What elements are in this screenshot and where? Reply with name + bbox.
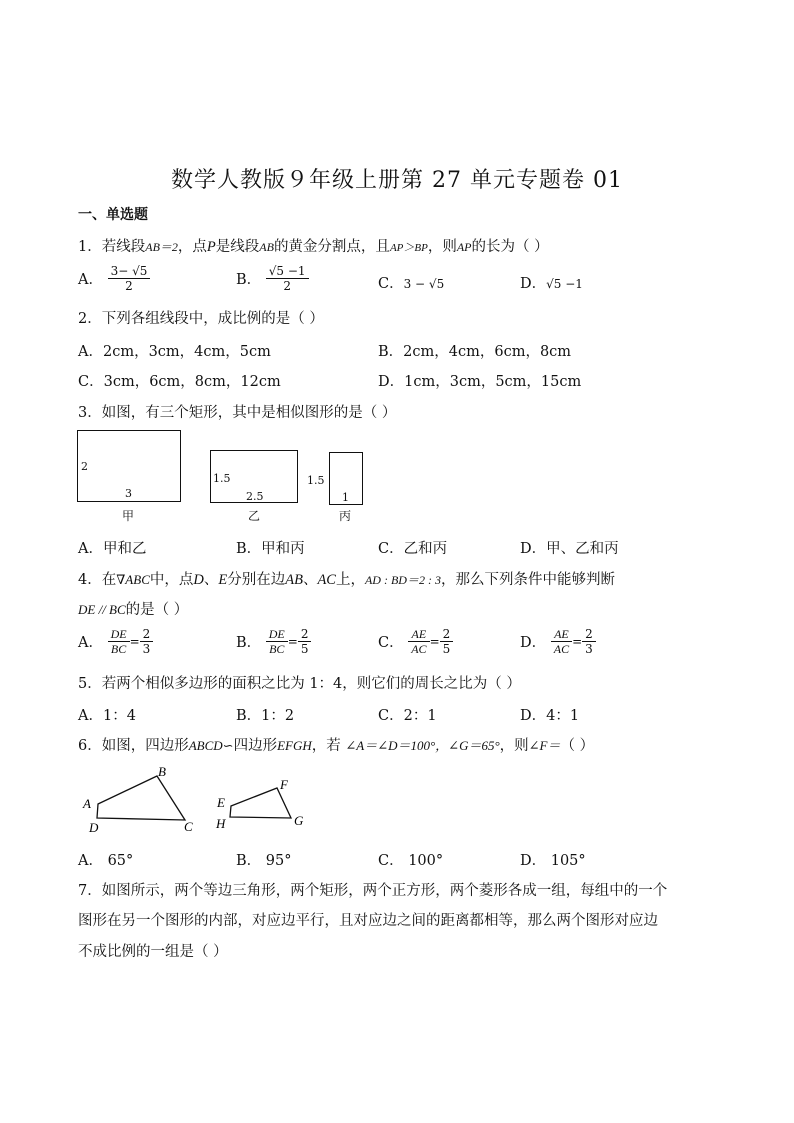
question-7-line1: 7．如图所示，两个等边三角形，两个矩形，两个正方形，两个菱形各成一组，每组中的一个 — [78, 883, 668, 899]
q4-text: 的是（ ） — [125, 602, 189, 618]
fraction-denominator: 5 — [442, 642, 451, 656]
q2-option-d[interactable]: D．1cm，3cm，5cm，15cm — [378, 374, 582, 390]
q1-math: AB — [259, 240, 274, 254]
option-label: C． — [378, 635, 404, 651]
fraction-numerator: DE — [108, 627, 130, 642]
question-4-stem-line1 — [78, 568, 615, 589]
quadrilateral-abcd — [97, 776, 185, 820]
q4-math: D — [193, 572, 204, 588]
q4-text: 分别在边 — [227, 572, 286, 588]
fraction-denominator: BC — [269, 642, 285, 656]
fraction-numerator: 2 — [440, 627, 454, 642]
fraction-denominator: 2 — [283, 279, 291, 293]
rectangle-jia-side-label: 2 — [81, 460, 88, 473]
rectangle-bing-bottom-label: 1 — [342, 491, 349, 504]
q1-math: AP＞BP — [389, 242, 428, 254]
equals-sign: = — [572, 634, 583, 649]
question-4-stem-line2 — [78, 598, 188, 619]
option-label: D． — [520, 635, 547, 651]
q4-math: E — [218, 572, 228, 588]
q4-math: AB — [285, 572, 303, 588]
fraction-numerator: √5 −1 — [266, 264, 309, 279]
fraction-denominator: 3 — [142, 642, 151, 656]
option-label: C． — [378, 276, 404, 292]
q6-text: 四边形 — [233, 738, 278, 754]
q1-option-b[interactable] — [236, 264, 309, 293]
q6-option-c[interactable]: C． 100° — [378, 853, 444, 869]
option-label: A． — [78, 272, 103, 288]
q4-text: ，那么下列条件中能够判断 — [440, 572, 615, 588]
page-title: 数学人教版９年级上册第 27 单元专题卷 01 — [171, 168, 623, 193]
q2-option-a[interactable]: A．2cm，3cm，4cm，5cm — [78, 344, 271, 360]
equals-sign: = — [429, 634, 440, 649]
q3-option-b[interactable]: B．甲和丙 — [236, 541, 305, 557]
option-label: D． — [520, 276, 547, 292]
equals-sign: = — [287, 634, 298, 649]
q4-option-c[interactable] — [378, 627, 453, 656]
q1-text: 的黄金分割点，且 — [273, 239, 390, 255]
vertex-g-label: G — [294, 813, 304, 828]
option-label: B． — [236, 635, 262, 651]
fraction-denominator: 2 — [125, 279, 133, 293]
q4-text: 上， — [335, 572, 365, 588]
rectangle-bing-side-label: 1.5 — [307, 474, 325, 487]
q6-option-b[interactable]: B． 95° — [236, 853, 292, 869]
q3-option-c[interactable]: C．乙和丙 — [378, 541, 448, 557]
fraction — [108, 264, 151, 293]
rectangle-yi-bottom-label: 2.5 — [246, 490, 264, 503]
q4-text: 、 — [203, 572, 219, 588]
option-text: √5 −1 — [546, 277, 583, 291]
question-5-stem: 5．若两个相似多边形的面积之比为 1：4，则它们的周长之比为（ ） — [78, 676, 521, 692]
quadrilateral-figure — [70, 760, 330, 840]
q4-text: 中，点 — [149, 572, 194, 588]
rectangle-yi-side-label: 1.5 — [213, 472, 231, 485]
fraction-denominator: AC — [553, 642, 570, 656]
fraction-denominator: 5 — [300, 642, 309, 656]
equals-sign: = — [129, 634, 140, 649]
q6-math: EFGH — [277, 738, 312, 753]
q4-math: ∇ABC — [116, 572, 150, 587]
fraction-numerator: AE — [408, 627, 429, 642]
q4-text: 4．在 — [78, 572, 117, 588]
q1-text: ，点 — [177, 239, 207, 255]
q1-option-a[interactable] — [78, 264, 150, 293]
rectangle-yi-caption: 乙 — [248, 509, 261, 523]
quadrilateral-efgh — [230, 788, 291, 818]
fraction-numerator: 3− √5 — [108, 264, 151, 279]
q1-option-c[interactable] — [378, 272, 444, 293]
fraction — [266, 627, 288, 656]
fraction — [266, 264, 309, 293]
q2-option-c[interactable]: C．3cm，6cm，8cm，12cm — [78, 374, 281, 390]
q6-text: （ ） — [560, 738, 595, 754]
q4-math: AD : BD＝2 : 3 — [364, 573, 441, 587]
fraction — [408, 627, 429, 656]
q3-option-a[interactable]: A．甲和乙 — [78, 541, 147, 557]
option-text: 3 − √5 — [403, 277, 445, 291]
q1-math: AB＝2 — [145, 240, 178, 254]
fraction — [551, 627, 572, 656]
q1-text: 1．若线段 — [78, 239, 146, 255]
vertex-h-label: H — [216, 816, 226, 831]
q6-math: ABCD∽ — [188, 738, 234, 753]
q5-option-d[interactable]: D．4：1 — [520, 708, 580, 724]
q5-option-a[interactable]: A．1：4 — [78, 708, 136, 724]
q1-option-d[interactable] — [520, 272, 583, 293]
q2-option-b[interactable]: B．2cm，4cm，6cm，8cm — [378, 344, 572, 360]
option-label: A． — [78, 635, 103, 651]
fraction-denominator: BC — [110, 642, 127, 656]
question-7-line2: 图形在另一个图形的内部，对应边平行，且对应边之间的距离都相等，那么两个图形对应边 — [78, 913, 658, 929]
fraction — [582, 627, 596, 656]
question-7-line3: 不成比例的一组是（ ） — [78, 944, 228, 960]
fraction-numerator: 2 — [140, 627, 154, 642]
option-label: B． — [236, 272, 262, 288]
q3-option-d[interactable]: D．甲、乙和丙 — [520, 541, 619, 557]
q6-math: ∠A＝∠D＝100°，∠G＝65° — [345, 738, 500, 753]
q4-option-a[interactable] — [78, 627, 153, 656]
q4-option-d[interactable] — [520, 627, 596, 656]
q6-option-d[interactable]: D． 105° — [520, 853, 586, 869]
fraction-denominator: AC — [411, 642, 427, 656]
question-3-stem: 3．如图，有三个矩形，其中是相似图形的是（ ） — [78, 405, 397, 421]
rectangle-jia-bottom-label: 3 — [125, 487, 132, 500]
vertex-d-label: D — [89, 820, 99, 835]
rectangle-jia-caption: 甲 — [122, 509, 135, 523]
q4-math: DE // BC — [78, 602, 126, 617]
q1-text: 的长为（ ） — [471, 239, 549, 255]
q4-math: AC — [317, 572, 336, 588]
fraction-numerator: AE — [551, 627, 572, 642]
q1-math: AP — [456, 240, 472, 254]
fraction-numerator: 2 — [582, 627, 596, 642]
q6-math: ∠F＝ — [528, 738, 561, 753]
vertex-b-label: B — [158, 764, 166, 779]
fraction-denominator: 3 — [585, 642, 593, 656]
question-6-stem — [78, 734, 594, 755]
q5-option-b[interactable]: B．1：2 — [236, 708, 295, 724]
vertex-c-label: C — [184, 819, 193, 834]
fraction-numerator: DE — [266, 627, 288, 642]
question-1-stem — [78, 235, 549, 256]
fraction — [140, 627, 154, 656]
q6-text: ，若 — [311, 738, 346, 754]
q5-option-c[interactable]: C．2：1 — [378, 708, 437, 724]
fraction-numerator: 2 — [298, 627, 312, 642]
vertex-f-label: F — [280, 777, 288, 792]
q1-text: ，则 — [427, 239, 457, 255]
fraction — [298, 627, 312, 656]
rectangle-bing-caption: 丙 — [339, 509, 352, 523]
section-heading: 一、单选题 — [78, 207, 148, 223]
q6-option-a[interactable]: A． 65° — [78, 853, 134, 869]
q1-math: P — [206, 239, 216, 255]
q4-option-b[interactable] — [236, 627, 311, 656]
fraction — [108, 627, 130, 656]
q6-text: ，则 — [499, 738, 529, 754]
fraction — [440, 627, 454, 656]
question-2-stem: 2．下列各组线段中，成比例的是（ ） — [78, 311, 324, 327]
vertex-e-label: E — [217, 795, 225, 810]
vertex-a-label: A — [83, 796, 91, 811]
q4-text: 、 — [302, 572, 318, 588]
q6-text: 6．如图，四边形 — [78, 738, 189, 754]
q1-text: 是线段 — [215, 239, 260, 255]
